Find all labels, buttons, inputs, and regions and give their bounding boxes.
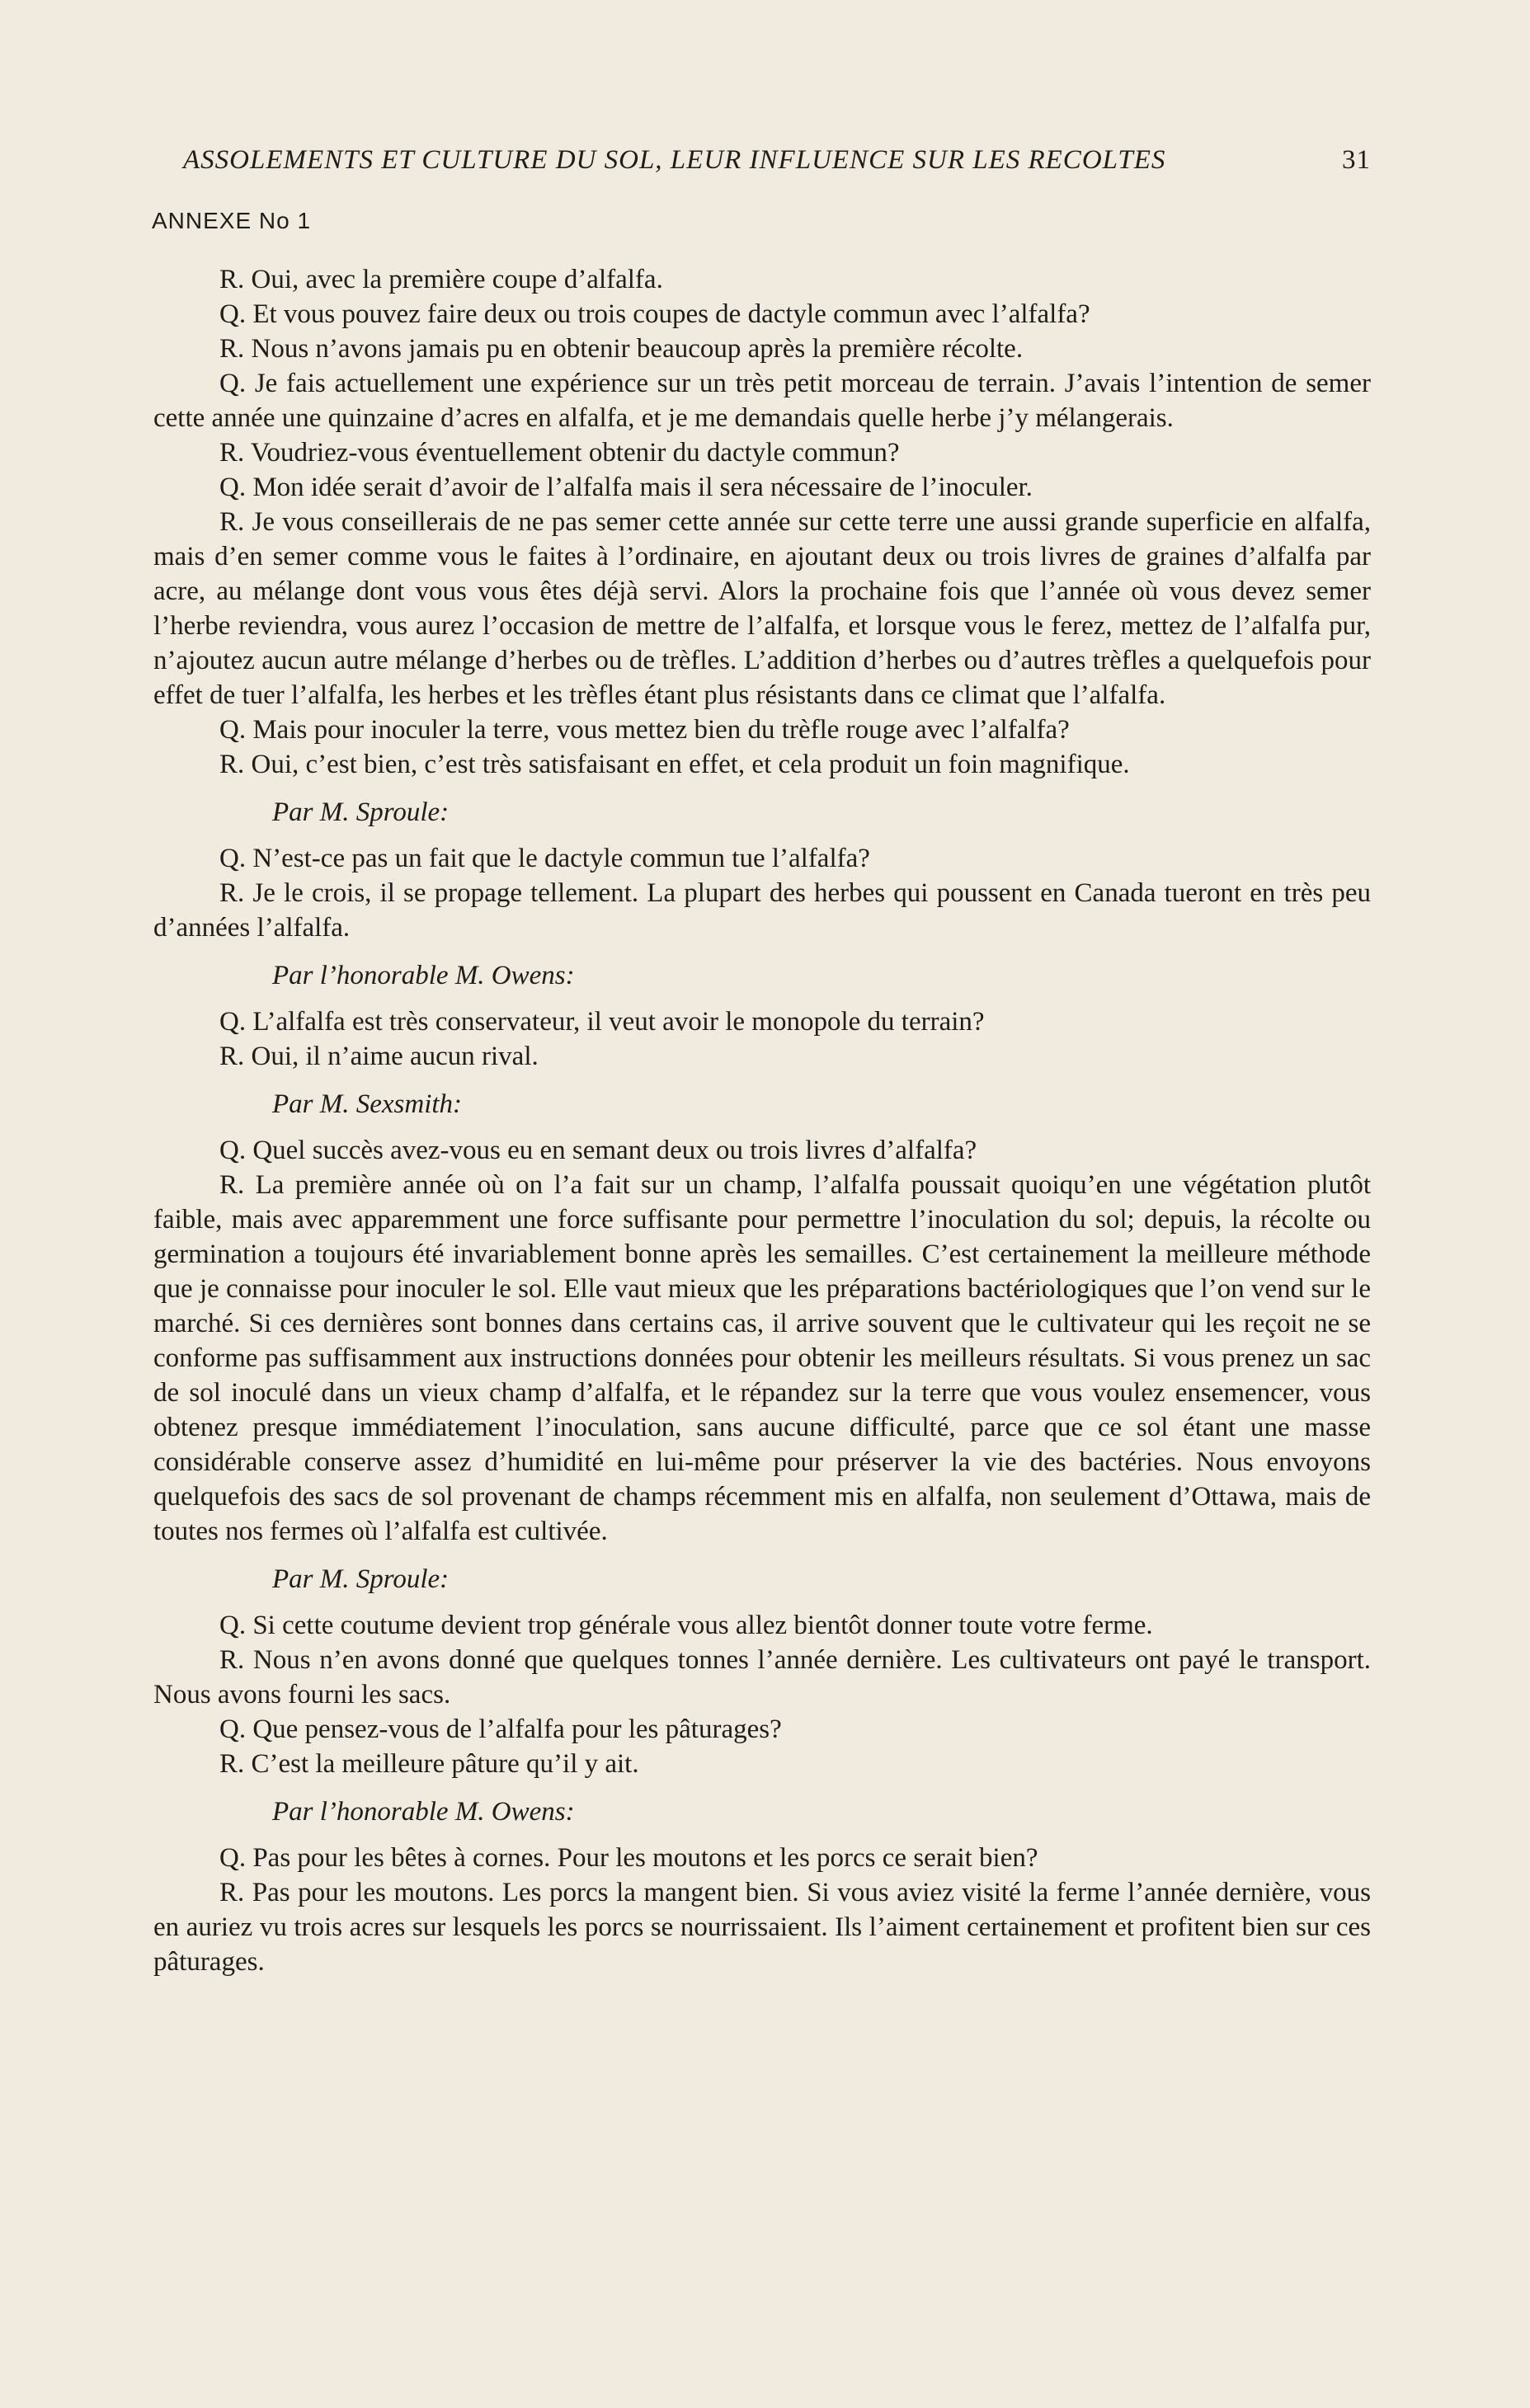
paragraph: Q. Quel succès avez-vous eu en semant deux ou trois livres d’alfalfa? — [219, 1136, 977, 1165]
speaker-heading: Par M. Sproule: — [272, 797, 450, 827]
speaker-heading: Par l’honorable M. Owens: — [272, 1797, 575, 1827]
paragraph: Q. Et vous pouvez faire deux ou trois coupes de dactyle commun avec l’alfalfa? — [219, 299, 1090, 329]
paragraph: R. Pas pour les moutons. Les porcs la mangent bien. Si vous aviez visité la ferme l’année dernière, vous en auriez vu trois acres sur lesquels les porcs se nourrissaient. Ils l’aiment certainement et profitent bien sur ces pâturages. — [153, 1878, 1371, 1977]
speaker-heading: Par M. Sproule: — [272, 1564, 450, 1594]
speaker-heading: Par M. Sexsmith: — [272, 1089, 463, 1119]
paragraph: R. Nous n’en avons donné que quelques tonnes l’année dernière. Les cultivateurs ont payé le transport. Nous avons fourni les sacs. — [153, 1645, 1371, 1710]
page-number: 31 — [1342, 145, 1371, 175]
paragraph: Q. Mon idée serait d’avoir de l’alfalfa mais il sera nécessaire de l’inoculer. — [219, 473, 1033, 502]
paragraph: Q. Si cette coutume devient trop générale vous allez bientôt donner toute votre ferme. — [219, 1611, 1153, 1640]
paragraph: R. Oui, avec la première coupe d’alfalfa. — [219, 265, 663, 294]
running-head — [183, 145, 1371, 176]
running-title: ASSOLEMENTS ET CULTURE DU SOL, LEUR INFLUENCE SUR LES RECOLTES — [183, 145, 1166, 175]
paragraph: R. La première année où on l’a fait sur un champ, l’alfalfa poussait quoiqu’en une végétation plutôt faible, mais avec apparemment une force suffisante pour permettre l’inoculation du sol; depuis, la récolte ou germination a toujours été invariablement bonne après les semailles. C’est certainement la meilleure méthode que je connaisse pour inoculer le sol. Elle vaut mieux que les préparations bactériologiques que l’on vend sur le marché. Si ces dernières sont bonnes dans certains cas, il arrive souvent que le cultivateur qui les reçoit ne se conforme pas suffisamment aux instructions données pour obtenir les meilleurs résultats. Si vous prenez un sac de sol inoculé dans un vieux champ d’alfalfa, et le répandez sur la terre que vous voulez ensemencer, vous obtenez presque immédiatement l’inoculation, sans aucune difficulté, parce que ce sol étant une masse considérable conserve assez d’humidité en lui-même pour préserver la vie des bactéries. Nous envoyons quelquefois des sacs de sol provenant de champs récemment mis en alfalfa, non seulement d’Ottawa, mais de toutes nos fermes où l’alfalfa est cultivée. — [153, 1170, 1371, 1546]
paragraph: Q. Pas pour les bêtes à cornes. Pour les moutons et les porcs ce serait bien? — [219, 1843, 1038, 1873]
paragraph: Q. Mais pour inoculer la terre, vous mettez bien du trèfle rouge avec l’alfalfa? — [219, 715, 1070, 745]
paragraph: R. Oui, il n’aime aucun rival. — [219, 1042, 539, 1071]
paragraph: R. Voudriez-vous éventuellement obtenir du dactyle commun? — [219, 438, 900, 468]
paragraph: R. Oui, c’est bien, c’est très satisfaisant en effet, et cela produit un foin magnifique. — [219, 750, 1130, 779]
annex-label: ANNEXE No 1 — [152, 208, 312, 233]
paragraph: R. Je vous conseillerais de ne pas semer cette année sur cette terre une aussi grande superficie en alfalfa, mais d’en semer comme vous le faites à l’ordinaire, en ajoutant deux ou trois livres de graines d’alfalfa par acre, au mélange dont vous vous êtes déjà servi. Alors la prochaine fois que l’année où vous devez semer l’herbe reviendra, vous aurez l’occasion de mettre de l’alfalfa, et lorsque vous le ferez, mettez de l’alfalfa pur, n’ajoutez aucun autre mélange d’herbes ou de trèfles. L’addition d’herbes ou d’autres trèfles a quelquefois pour effet de tuer l’alfalfa, les herbes et les trèfles étant plus résistants dans ce climat que l’alfalfa. — [153, 507, 1371, 710]
paragraph: Q. L’alfalfa est très conservateur, il veut avoir le monopole du terrain? — [219, 1007, 985, 1037]
paragraph: R. Nous n’avons jamais pu en obtenir beaucoup après la première récolte. — [219, 334, 1024, 364]
body-text — [153, 262, 1371, 1979]
paragraph: Q. Que pensez-vous de l’alfalfa pour les pâturages? — [219, 1714, 782, 1744]
paragraph: R. Je le crois, il se propage tellement. La plupart des herbes qui poussent en Canada tueront en très peu d’années l’alfalfa. — [153, 878, 1371, 943]
speaker-heading: Par l’honorable M. Owens: — [272, 961, 575, 990]
paragraph: Q. N’est-ce pas un fait que le dactyle commun tue l’alfalfa? — [219, 844, 870, 873]
paragraph: R. C’est la meilleure pâture qu’il y ait. — [219, 1749, 639, 1779]
paragraph: Q. Je fais actuellement une expérience sur un très petit morceau de terrain. J’avais l’intention de semer cette année une quinzaine d’acres en alfalfa, et je me demandais quelle herbe j’y mélangerais. — [153, 369, 1371, 433]
